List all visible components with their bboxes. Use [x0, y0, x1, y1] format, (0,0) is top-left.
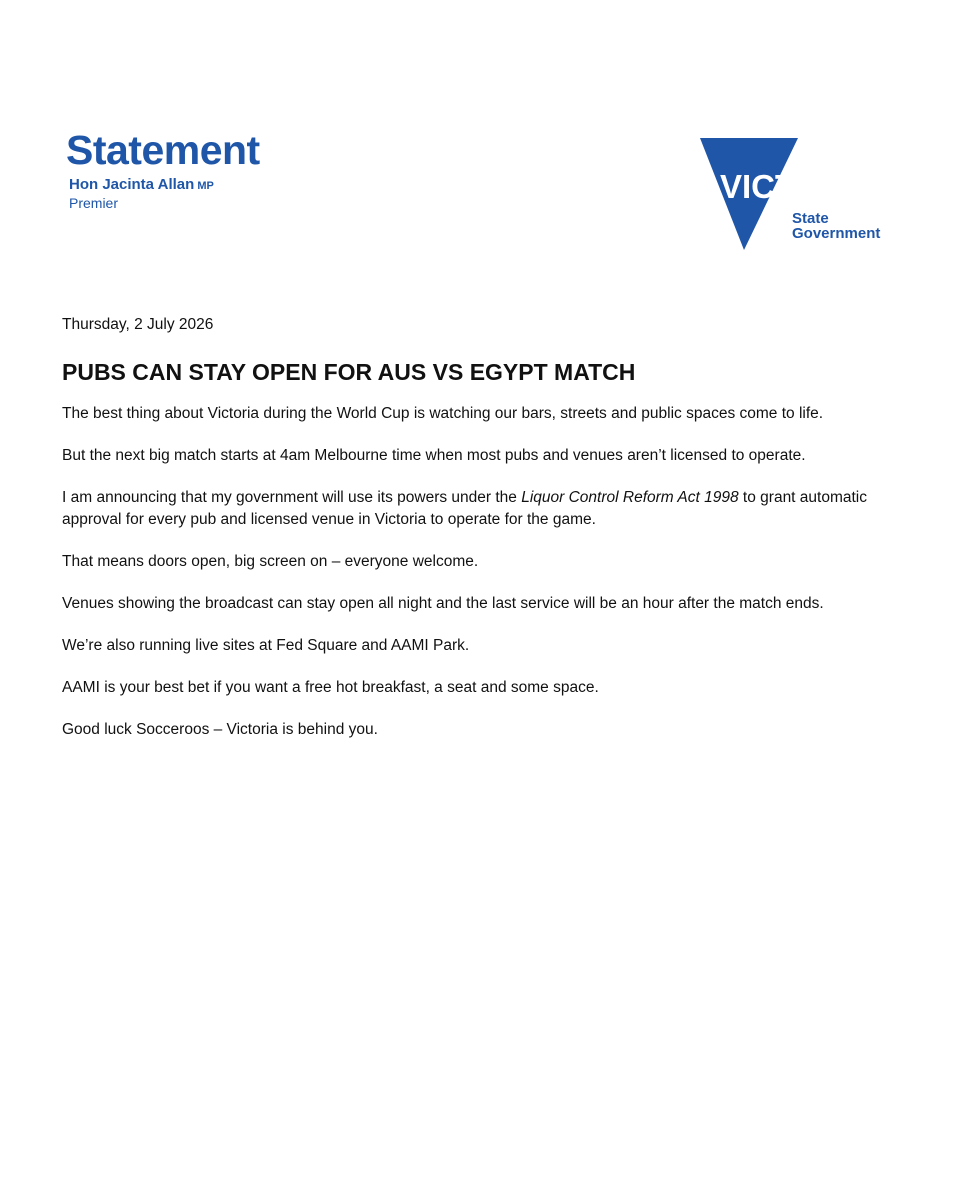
- statement-title: Statement: [66, 127, 260, 173]
- paragraph-3: [62, 487, 902, 531]
- press-release-body: [62, 314, 902, 741]
- logo-line-government: Government: [792, 225, 881, 242]
- paragraph-2: But the next big match starts at 4am Melbourne time when most pubs and venues aren’t licensed to operate.: [62, 447, 806, 464]
- release-date: Thursday, 2 July 2026: [62, 316, 214, 333]
- paragraph-3-end: to grant automatic approval for every pub and licensed venue in Victoria to operate for the game.: [62, 489, 867, 528]
- logo-wordmark: VICTORIA: [720, 168, 878, 205]
- paragraph-1: The best thing about Victoria during the World Cup is watching our bars, streets and public spaces come to life.: [62, 405, 824, 422]
- minister-role: Premier: [69, 195, 119, 211]
- act-name: Liquor Control Reform Act 1998: [521, 489, 739, 506]
- statement-header: [66, 128, 260, 212]
- victoria-state-government-logo: [700, 138, 900, 253]
- paragraph-3-start: I am announcing that my government will use its powers under the: [62, 489, 522, 506]
- minister-suffix: MP: [197, 180, 214, 192]
- paragraph-8: Good luck Socceroos – Victoria is behind you.: [62, 721, 378, 738]
- paragraph-7: AAMI is your best bet if you want a free hot breakfast, a seat and some space.: [62, 679, 599, 696]
- paragraph-4: That means doors open, big screen on – everyone welcome.: [62, 553, 479, 570]
- paragraph-5: Venues showing the broadcast can stay open all night and the last service will be an hour after the match ends.: [62, 595, 824, 612]
- minister-name: Hon Jacinta Allan: [69, 176, 195, 193]
- paragraph-6: We’re also running live sites at Fed Square and AAMI Park.: [62, 637, 470, 654]
- minister-name-line: [69, 176, 260, 195]
- logo-line-state: State: [792, 210, 829, 227]
- release-headline: PUBS CAN STAY OPEN FOR AUS VS EGYPT MATCH: [62, 359, 636, 385]
